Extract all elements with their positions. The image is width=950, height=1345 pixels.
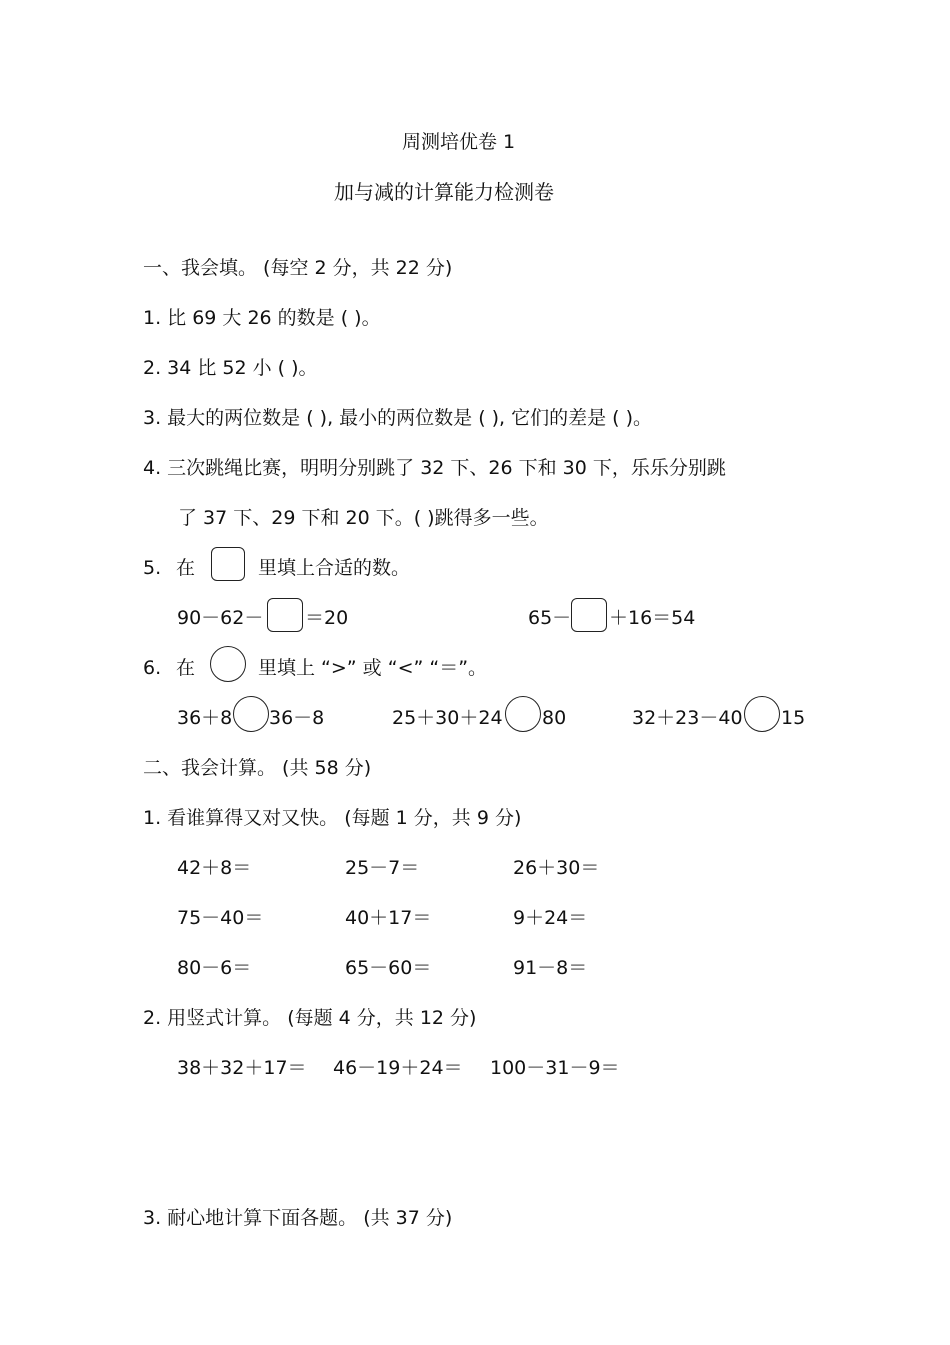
question-1-2: 2. 34 比 52 小 ( )。 [143, 357, 318, 379]
question-1-4-line1: 4. 三次跳绳比赛，明明分别跳了 32 下、26 下和 30 下，乐乐分别跳 [143, 457, 726, 479]
equation-2-right: ＋16＝54 [609, 607, 696, 629]
oral-calc-item: 42＋8＝ [177, 857, 252, 879]
answer-circle-2[interactable] [505, 696, 541, 732]
answer-box-1[interactable] [267, 598, 303, 632]
oral-calc-item: 75－40＝ [177, 907, 264, 929]
equation-1-right: ＝20 [305, 607, 349, 629]
answer-circle-example [210, 646, 246, 682]
question-1-6-number: 6. [143, 657, 162, 679]
question-1-1: 1. 比 69 大 26 的数是 ( )。 [143, 307, 381, 329]
section1-heading: 一、我会填。 (每空 2 分，共 22 分) [143, 257, 453, 279]
compare-2-right: 80 [542, 707, 567, 729]
vertical-calc-item: 46－19＋24＝ [333, 1057, 463, 1079]
oral-calc-item: 26＋30＝ [513, 857, 600, 879]
question-1-6-pre: 在 [176, 657, 196, 679]
equation-2-left: 65－ [528, 607, 572, 629]
question-1-4-line2: 了 37 下、29 下和 20 下。( )跳得多一些。 [178, 507, 549, 529]
compare-3-left: 32＋23－40 [632, 707, 743, 729]
compare-1-right: 36－8 [269, 707, 325, 729]
compare-2-left: 25＋30＋24 [392, 707, 503, 729]
oral-calc-item: 91－8＝ [513, 957, 588, 979]
question-2-2-title: 2. 用竖式计算。 (每题 4 分，共 12 分) [143, 1007, 477, 1029]
answer-circle-3[interactable] [744, 696, 780, 732]
question-1-6-post: 里填上 “>” 或 “<” “＝”。 [258, 657, 488, 679]
question-2-3-title: 3. 耐心地计算下面各题。 (共 37 分) [143, 1207, 453, 1229]
vertical-calc-item: 38＋32＋17＝ [177, 1057, 307, 1079]
oral-calc-item: 25－7＝ [345, 857, 420, 879]
question-1-5-pre: 在 [176, 557, 196, 579]
oral-calc-item: 40＋17＝ [345, 907, 432, 929]
equation-1-left: 90－62－ [177, 607, 264, 629]
answer-box-2[interactable] [571, 598, 607, 632]
oral-calc-item: 9＋24＝ [513, 907, 588, 929]
section2-heading: 二、我会计算。 (共 58 分) [143, 757, 372, 779]
compare-1-left: 36＋8 [177, 707, 233, 729]
question-1-5-number: 5. [143, 557, 162, 579]
answer-box-example [211, 547, 245, 581]
vertical-calc-item: 100－31－9＝ [490, 1057, 620, 1079]
oral-calc-item: 80－6＝ [177, 957, 252, 979]
page-subtitle: 加与减的计算能力检测卷 [334, 180, 554, 204]
compare-3-right: 15 [781, 707, 806, 729]
question-2-1-title: 1. 看谁算得又对又快。 (每题 1 分，共 9 分) [143, 807, 522, 829]
answer-circle-1[interactable] [233, 696, 269, 732]
page-title: 周测培优卷 1 [402, 131, 516, 153]
question-1-3: 3. 最大的两位数是 ( ), 最小的两位数是 ( ), 它们的差是 ( )。 [143, 407, 653, 429]
question-1-5-post: 里填上合适的数。 [258, 557, 411, 579]
oral-calc-item: 65－60＝ [345, 957, 432, 979]
